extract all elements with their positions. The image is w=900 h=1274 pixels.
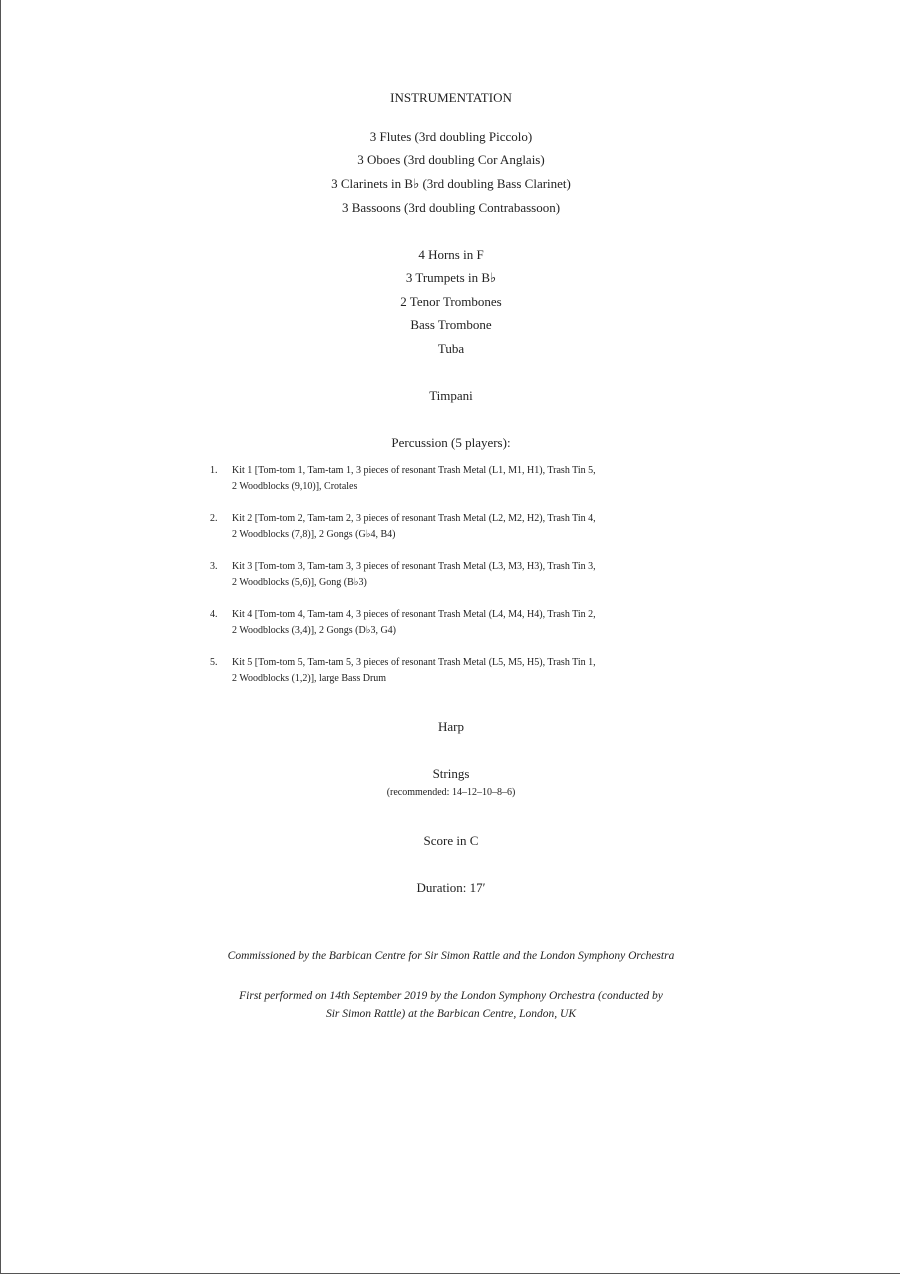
percussion-kit-item: [210, 607, 690, 655]
instrument-tenor-trombones: 2 Tenor Trombones: [400, 294, 502, 309]
kit-description-line: 2 Woodblocks (5,6)], Gong (B♭3): [232, 577, 367, 588]
premiere-note-line: Sir Simon Rattle) at the Barbican Centre, London, UK: [325, 1008, 576, 1020]
percussion-kit-item: [210, 511, 690, 559]
kit-description-line: Kit 1 [Tom-tom 1, Tam-tam 1, 3 pieces of resonant Trash Metal (L1, M1, H1), Trash Tin 5,: [232, 465, 596, 476]
premiere-note-line: First performed on 14th September 2019 by the London Symphony Orchestra (conducted by: [239, 990, 663, 1002]
instrument-horns: 4 Horns in F: [418, 247, 484, 262]
instrument-strings: Strings: [432, 766, 470, 781]
percussion-kit-list: [210, 463, 690, 703]
instrument-trumpets: 3 Trumpets in B♭: [405, 270, 497, 285]
percussion-kit-item: [210, 655, 690, 703]
kit-number: 5.: [210, 657, 218, 668]
kit-number: 3.: [210, 561, 218, 572]
kit-description-line: 2 Woodblocks (1,2)], large Bass Drum: [232, 673, 387, 684]
instrument-timpani: Timpani: [429, 388, 473, 403]
kit-number: 2.: [210, 513, 218, 524]
instrument-clarinets: 3 Clarinets in B♭ (3rd doubling Bass Clarinet): [331, 176, 571, 191]
instrument-tuba: Tuba: [437, 341, 465, 356]
score-note: Score in C: [423, 833, 479, 848]
duration-note: Duration: 17′: [416, 880, 486, 895]
instrument-oboes: 3 Oboes (3rd doubling Cor Anglais): [357, 152, 545, 167]
page-title: INSTRUMENTATION: [390, 90, 512, 105]
strings-recommendation: (recommended: 14–12–10–8–6): [386, 787, 516, 798]
instrument-harp: Harp: [438, 719, 464, 734]
instrument-bass-trombone: Bass Trombone: [410, 317, 492, 332]
percussion-heading: Percussion (5 players):: [391, 435, 511, 450]
instrument-bassoons: 3 Bassoons (3rd doubling Contrabassoon): [341, 200, 561, 215]
kit-description-line: 2 Woodblocks (9,10)], Crotales: [232, 481, 358, 492]
kit-number: 1.: [210, 465, 218, 476]
instrument-flutes: 3 Flutes (3rd doubling Piccolo): [369, 129, 533, 144]
kit-number: 4.: [210, 609, 218, 620]
commission-note: Commissioned by the Barbican Centre for Sir Simon Rattle and the London Symphony Orchestra: [227, 950, 675, 962]
percussion-kit-item: [210, 463, 690, 511]
kit-description-line: 2 Woodblocks (7,8)], 2 Gongs (G♭4, B4): [232, 529, 396, 540]
kit-description-line: Kit 5 [Tom-tom 5, Tam-tam 5, 3 pieces of resonant Trash Metal (L5, M5, H5), Trash Tin 1,: [232, 657, 596, 668]
kit-description-line: Kit 2 [Tom-tom 2, Tam-tam 2, 3 pieces of resonant Trash Metal (L2, M2, H2), Trash Tin 4,: [232, 513, 596, 524]
kit-description-line: Kit 4 [Tom-tom 4, Tam-tam 4, 3 pieces of resonant Trash Metal (L4, M4, H4), Trash Tin 2,: [232, 609, 596, 620]
kit-description-line: 2 Woodblocks (3,4)], 2 Gongs (D♭3, G4): [232, 625, 396, 636]
kit-description-line: Kit 3 [Tom-tom 3, Tam-tam 3, 3 pieces of resonant Trash Metal (L3, M3, H3), Trash Tin 3,: [232, 561, 596, 572]
percussion-kit-item: [210, 559, 690, 607]
